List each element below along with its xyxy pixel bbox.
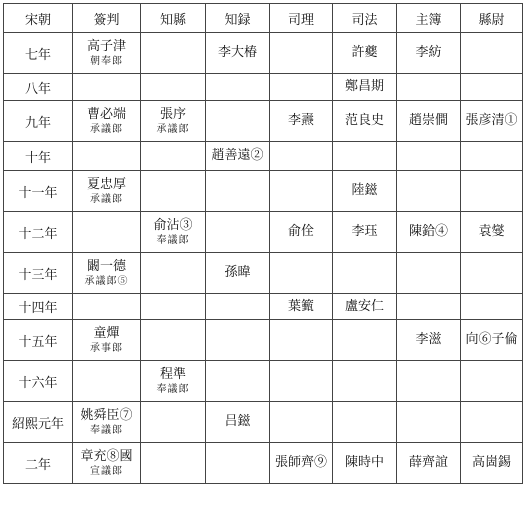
official-cell xyxy=(270,212,333,253)
official-name: 薛齊誼 xyxy=(408,455,448,470)
official-cell xyxy=(206,361,270,402)
official-cell xyxy=(397,253,461,294)
official-cell xyxy=(397,294,461,320)
official-name: 范良史 xyxy=(344,113,384,128)
era-cell: 八年 xyxy=(4,74,73,101)
official-cell xyxy=(141,253,206,294)
official-cell xyxy=(333,294,397,320)
official-cell xyxy=(333,101,397,142)
official-name: 趙善遠② xyxy=(211,148,264,163)
official-name: 李珏 xyxy=(351,224,378,239)
official-cell xyxy=(73,402,141,443)
official-name: 曹必端 xyxy=(86,106,126,122)
official-cell xyxy=(270,171,333,212)
era-cell: 十二年 xyxy=(4,212,73,253)
era-cell: 十一年 xyxy=(4,171,73,212)
official-cell xyxy=(270,294,333,320)
official-cell xyxy=(461,443,523,484)
official-cell xyxy=(141,294,206,320)
official-cell xyxy=(206,171,270,212)
header-row xyxy=(4,4,523,33)
table-body xyxy=(4,33,523,484)
official-cell xyxy=(73,74,141,101)
official-cell xyxy=(333,402,397,443)
official-cell xyxy=(461,74,523,101)
official-cell xyxy=(206,253,270,294)
official-cell xyxy=(141,171,206,212)
official-cell xyxy=(333,142,397,171)
official-name: 袁燮 xyxy=(478,224,505,239)
official-cell xyxy=(141,212,206,253)
official-name: 程準 xyxy=(159,366,186,382)
official-cell xyxy=(206,212,270,253)
official-cell xyxy=(333,253,397,294)
official-cell xyxy=(206,443,270,484)
official-rank: 承議郎 xyxy=(90,123,123,135)
table-row xyxy=(4,142,523,171)
official-cell xyxy=(270,320,333,361)
official-cell xyxy=(333,443,397,484)
official-rank: 宣議郎 xyxy=(90,465,123,477)
official-cell xyxy=(461,33,523,74)
official-cell xyxy=(270,443,333,484)
official-cell xyxy=(270,142,333,171)
table-row xyxy=(4,320,523,361)
official-cell xyxy=(141,361,206,402)
official-name: 李滋 xyxy=(415,332,442,347)
official-name: 李紡 xyxy=(415,45,442,60)
official-name: 張彦清① xyxy=(465,113,518,128)
official-name: 許夔 xyxy=(351,45,378,60)
official-rank: 奉議郎 xyxy=(90,424,123,436)
official-name: 趙崇僴 xyxy=(408,113,448,128)
official-cell xyxy=(73,361,141,402)
table-row xyxy=(4,402,523,443)
official-cell xyxy=(73,142,141,171)
table-row xyxy=(4,443,523,484)
official-roster-table-container xyxy=(3,3,523,484)
header-cell-xianwei: 縣尉 xyxy=(461,4,523,33)
official-cell xyxy=(397,443,461,484)
official-name: 李燾 xyxy=(287,113,314,128)
table-row xyxy=(4,212,523,253)
official-cell xyxy=(141,101,206,142)
official-roster-table xyxy=(3,3,523,484)
header-cell-sifa: 司法 xyxy=(333,4,397,33)
official-name: 俞佺 xyxy=(287,224,314,239)
era-cell: 九年 xyxy=(4,101,73,142)
official-name: 張師齊⑨ xyxy=(274,455,327,470)
official-cell xyxy=(270,74,333,101)
official-cell xyxy=(270,33,333,74)
official-cell xyxy=(206,320,270,361)
official-cell xyxy=(461,253,523,294)
era-cell: 二年 xyxy=(4,443,73,484)
official-cell xyxy=(397,33,461,74)
official-name: 張序 xyxy=(159,106,186,122)
official-cell xyxy=(73,212,141,253)
official-cell xyxy=(206,294,270,320)
official-cell xyxy=(461,101,523,142)
official-cell xyxy=(461,361,523,402)
table-row xyxy=(4,294,523,320)
era-cell: 十六年 xyxy=(4,361,73,402)
official-name: 陸鎡 xyxy=(351,183,378,198)
official-cell xyxy=(141,443,206,484)
official-cell xyxy=(397,101,461,142)
header-cell-zhilu: 知録 xyxy=(206,4,270,33)
official-cell xyxy=(397,74,461,101)
official-cell xyxy=(141,33,206,74)
official-cell xyxy=(141,320,206,361)
official-rank: 承事郎 xyxy=(90,342,123,354)
official-rank: 奉議郎 xyxy=(156,383,190,395)
header-cell-qianpan: 簽判 xyxy=(73,4,141,33)
era-cell: 十四年 xyxy=(4,294,73,320)
official-name: 闞一德 xyxy=(86,258,126,274)
official-cell xyxy=(397,402,461,443)
era-cell: 十年 xyxy=(4,142,73,171)
official-cell xyxy=(206,101,270,142)
official-cell xyxy=(141,142,206,171)
official-cell xyxy=(397,212,461,253)
table-row xyxy=(4,361,523,402)
official-name: 陳時中 xyxy=(344,455,384,470)
table-row xyxy=(4,171,523,212)
official-cell xyxy=(73,101,141,142)
era-cell: 十五年 xyxy=(4,320,73,361)
era-cell: 十三年 xyxy=(4,253,73,294)
official-cell xyxy=(461,212,523,253)
official-cell xyxy=(73,294,141,320)
official-cell xyxy=(206,142,270,171)
official-cell xyxy=(397,361,461,402)
official-cell xyxy=(461,402,523,443)
official-name: 鄭昌期 xyxy=(344,79,384,94)
official-cell xyxy=(333,320,397,361)
official-cell xyxy=(270,253,333,294)
official-name: 吕鎡 xyxy=(224,414,251,429)
header-cell-zhixian: 知縣 xyxy=(141,4,206,33)
official-cell xyxy=(333,74,397,101)
official-cell xyxy=(73,320,141,361)
official-cell xyxy=(461,320,523,361)
era-cell: 七年 xyxy=(4,33,73,74)
official-name: 姚舜臣⑦ xyxy=(80,407,133,423)
official-cell xyxy=(141,74,206,101)
official-cell xyxy=(461,171,523,212)
official-cell xyxy=(333,212,397,253)
official-cell xyxy=(206,33,270,74)
official-cell xyxy=(73,33,141,74)
official-cell xyxy=(461,294,523,320)
official-rank: 朝奉郎 xyxy=(90,55,123,67)
official-name: 李大椿 xyxy=(217,45,257,60)
official-cell xyxy=(397,171,461,212)
official-cell xyxy=(141,402,206,443)
official-cell xyxy=(73,443,141,484)
official-rank: 承議郎⑤ xyxy=(84,275,129,287)
official-rank: 承議郎 xyxy=(90,193,123,205)
official-cell xyxy=(333,33,397,74)
header-cell-sili: 司理 xyxy=(270,4,333,33)
official-cell xyxy=(333,361,397,402)
official-cell xyxy=(333,171,397,212)
official-cell xyxy=(270,101,333,142)
official-cell xyxy=(397,320,461,361)
official-cell xyxy=(397,142,461,171)
official-name: 葉籈 xyxy=(287,298,314,314)
official-name: 高崮錫 xyxy=(471,455,511,470)
official-name: 陳鉿④ xyxy=(408,224,448,239)
official-cell xyxy=(461,142,523,171)
official-name: 俞沾③ xyxy=(153,217,193,233)
official-cell xyxy=(73,253,141,294)
official-name: 孫暐 xyxy=(224,265,251,280)
table-row xyxy=(4,33,523,74)
official-cell xyxy=(270,361,333,402)
official-cell xyxy=(206,402,270,443)
table-row xyxy=(4,101,523,142)
table-row xyxy=(4,253,523,294)
official-rank: 承議郎 xyxy=(156,123,190,135)
era-cell: 紹熙元年 xyxy=(4,402,73,443)
official-name: 盧安仁 xyxy=(344,298,384,314)
official-cell xyxy=(206,74,270,101)
official-cell xyxy=(73,171,141,212)
official-name: 向⑥子倫 xyxy=(465,332,518,347)
official-cell xyxy=(270,402,333,443)
official-name: 章充⑧國 xyxy=(80,448,133,464)
header-cell-zhubu: 主簿 xyxy=(397,4,461,33)
official-name: 高子津 xyxy=(86,38,126,54)
header-cell-dynasty: 宋朝 xyxy=(4,4,73,33)
official-name: 童燀 xyxy=(93,325,120,341)
official-name: 夏忠厚 xyxy=(86,176,126,192)
official-rank: 奉議郎 xyxy=(156,234,190,246)
table-row xyxy=(4,74,523,101)
